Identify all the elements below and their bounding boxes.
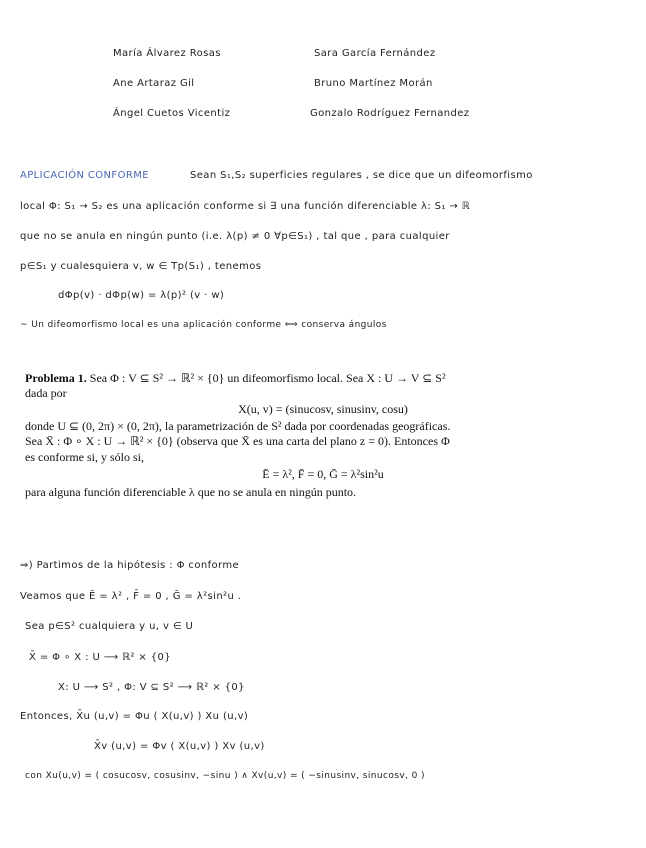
definition-title: APLICACIÓN CONFORME [20,170,149,181]
proof-line-1: ⇒) Partimos de la hipótesis : Φ conforme [20,560,240,571]
problem-line-3: donde U ⊆ (0, 2π) × (0, 2π), la parametrización de S² dada por coordenadas geográficas. [25,419,451,433]
problem-line-2: dada por [25,386,67,400]
proof-line-5: X: U ⟶ S² , Φ: V ⊆ S² ⟶ ℝ² × {0} [58,682,245,693]
problem-line-5: es conforme si, y sólo si, [25,450,144,464]
problem-line-4: Sea X̄ : Φ ∘ X : U → ℝ² × {0} (observa que X̄ es una carta del plano z = 0). Entonces Φ [25,434,450,448]
author-left-3: Ángel Cuetos Vicentiz [113,108,231,119]
problem-line-6: para alguna función diferenciable λ que no se anula en ningún punto. [25,485,357,499]
author-right-1: Sara García Fernández [314,48,436,59]
problem-label: Problema 1. [25,371,87,385]
proof-line-6: Entonces, X̄u (u,v) = Φu ( X(u,v) ) Xu (u,v) [20,711,249,722]
definition-line-3: que no se anula en ningún punto (i.e. λ(p) ≠ 0 ∀p∈S₁) , tal que , para cualquier [20,231,450,242]
proof-line-2: Veamos que Ē = λ² , F̄ = 0 , Ḡ = λ²sin²u . [20,591,242,602]
proof-line-7: X̄v (u,v) = Φv ( X(u,v) ) Xv (u,v) [94,741,265,752]
definition-line-4: p∈S₁ y cualesquiera v, w ∈ Tp(S₁) , tenemos [20,261,262,272]
definition-line-2: local Φ: S₁ → S₂ es una aplicación conforme si ∃ una función diferenciable λ: S₁ → ℝ [20,201,471,212]
author-right-2: Bruno Martínez Morán [314,78,433,89]
author-left-1: María Álvarez Rosas [113,48,221,59]
definition-formula: dΦp(v) · dΦp(w) = λ(p)² (v · w) [58,290,225,301]
problem-line-1: Problema 1. Sea Φ : V ⊆ S² → ℝ² × {0} un difeomorfismo local. Sea X : U → V ⊆ S² [25,371,446,385]
proof-line-4: X̄ = Φ ∘ X : U ⟶ ℝ² × {0} [29,652,172,663]
problem-condition: Ē = λ², F̄ = 0, Ḡ = λ²sin²u [262,467,384,481]
author-left-2: Ane Artaraz Gil [113,78,195,89]
proof-line-3: Sea p∈S² cualquiera y u, v ∈ U [25,621,194,632]
problem-parametrization: X(u, v) = (sinucosv, sinusinv, cosu) [238,402,408,416]
author-right-3: Gonzalo Rodríguez Fernandez [310,108,470,119]
definition-note: ~ Un difeomorfismo local es una aplicación conforme ⟺ conserva ángulos [20,320,387,330]
proof-line-8: con Xu(u,v) = ( cosucosv, cosusinv, −sinu ) ∧ Xv(u,v) = ( −sinusinv, sinucosv, 0 ) [25,771,425,781]
definition-line-1: Sean S₁,S₂ superficies regulares , se dice que un difeomorfismo [190,170,533,181]
